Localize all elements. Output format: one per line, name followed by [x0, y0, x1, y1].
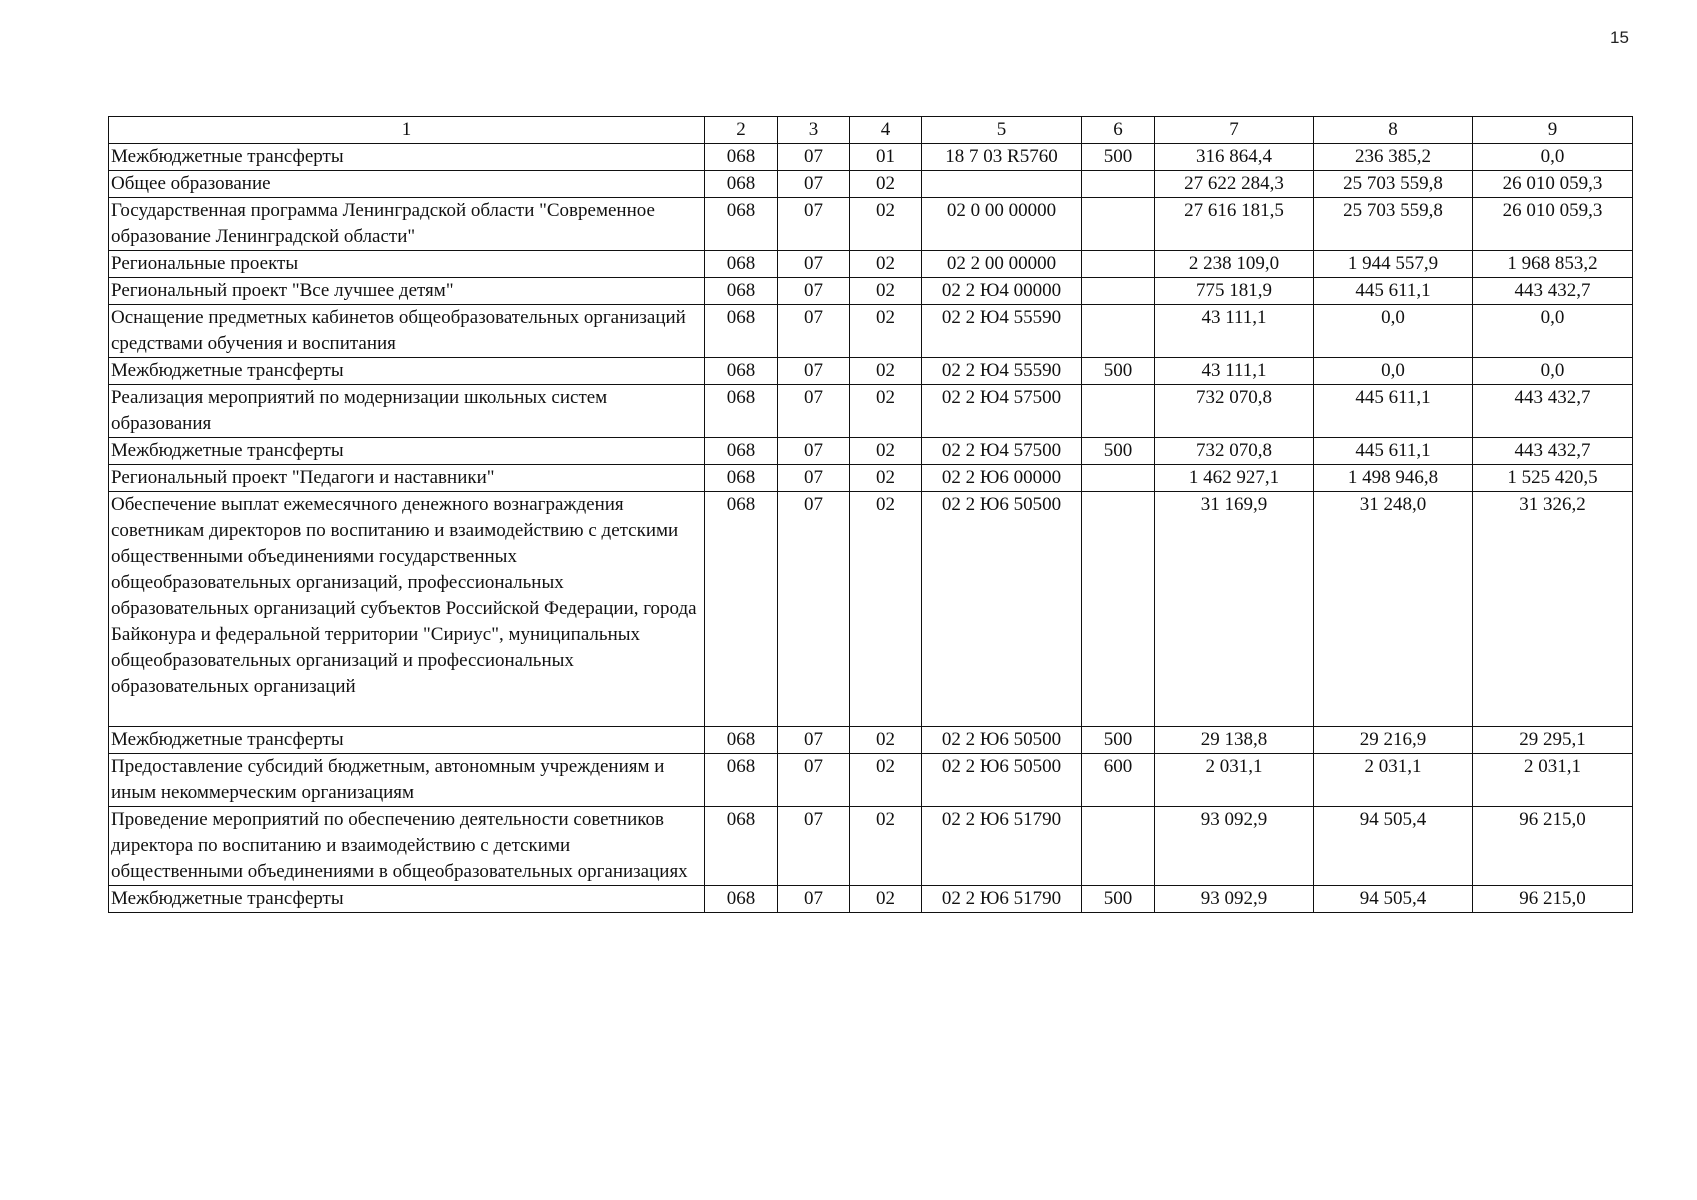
ministry-code: 068 [705, 754, 778, 807]
row-name: Предоставление субсидий бюджетным, автономным учреждениям и иным некоммерческим организациям [109, 754, 705, 807]
table-row [109, 144, 1633, 171]
amount-year-1: 27 616 181,5 [1155, 198, 1314, 251]
amount-year-2: 31 248,0 [1314, 492, 1473, 727]
section-code: 07 [778, 305, 850, 358]
amount-year-3: 0,0 [1473, 358, 1633, 385]
expense-type-code: 500 [1082, 438, 1155, 465]
ministry-code: 068 [705, 492, 778, 727]
amount-year-3: 0,0 [1473, 305, 1633, 358]
amount-year-3: 443 432,7 [1473, 278, 1633, 305]
section-code: 07 [778, 358, 850, 385]
table-row [109, 385, 1633, 438]
table-row [109, 465, 1633, 492]
amount-year-1: 2 238 109,0 [1155, 251, 1314, 278]
amount-year-2: 2 031,1 [1314, 754, 1473, 807]
ministry-code: 068 [705, 358, 778, 385]
section-code: 07 [778, 278, 850, 305]
amount-year-2: 445 611,1 [1314, 278, 1473, 305]
subsection-code: 02 [850, 305, 922, 358]
expense-type-code: 500 [1082, 727, 1155, 754]
table-row [109, 727, 1633, 754]
table-row [109, 358, 1633, 385]
ministry-code: 068 [705, 305, 778, 358]
ministry-code: 068 [705, 171, 778, 198]
header-cell-4: 4 [850, 117, 922, 144]
section-code: 07 [778, 171, 850, 198]
expense-type-code [1082, 278, 1155, 305]
amount-year-3: 26 010 059,3 [1473, 171, 1633, 198]
section-code: 07 [778, 754, 850, 807]
expense-type-code: 500 [1082, 886, 1155, 913]
amount-year-1: 732 070,8 [1155, 438, 1314, 465]
row-name: Оснащение предметных кабинетов общеобразовательных организаций средствами обучения и воспитания [109, 305, 705, 358]
subsection-code: 02 [850, 492, 922, 727]
row-name: Региональный проект "Педагоги и наставники" [109, 465, 705, 492]
target-article-code: 18 7 03 R5760 [922, 144, 1082, 171]
header-cell-7: 7 [1155, 117, 1314, 144]
target-article-code: 02 2 Ю6 51790 [922, 807, 1082, 886]
row-name: Межбюджетные трансферты [109, 438, 705, 465]
amount-year-1: 43 111,1 [1155, 358, 1314, 385]
amount-year-3: 0,0 [1473, 144, 1633, 171]
row-name: Региональные проекты [109, 251, 705, 278]
target-article-code: 02 2 Ю6 50500 [922, 727, 1082, 754]
amount-year-3: 29 295,1 [1473, 727, 1633, 754]
amount-year-3: 2 031,1 [1473, 754, 1633, 807]
table-row [109, 198, 1633, 251]
section-code: 07 [778, 807, 850, 886]
expense-type-code: 600 [1082, 754, 1155, 807]
target-article-code: 02 2 Ю4 00000 [922, 278, 1082, 305]
target-article-code: 02 2 Ю4 57500 [922, 438, 1082, 465]
ministry-code: 068 [705, 385, 778, 438]
amount-year-3: 96 215,0 [1473, 886, 1633, 913]
amount-year-1: 2 031,1 [1155, 754, 1314, 807]
target-article-code: 02 2 Ю6 51790 [922, 886, 1082, 913]
row-name: Реализация мероприятий по модернизации школьных систем образования [109, 385, 705, 438]
table-row [109, 251, 1633, 278]
expense-type-code [1082, 171, 1155, 198]
amount-year-1: 43 111,1 [1155, 305, 1314, 358]
header-cell-6: 6 [1082, 117, 1155, 144]
section-code: 07 [778, 492, 850, 727]
expense-type-code: 500 [1082, 144, 1155, 171]
section-code: 07 [778, 251, 850, 278]
expense-type-code [1082, 807, 1155, 886]
amount-year-1: 316 864,4 [1155, 144, 1314, 171]
subsection-code: 02 [850, 278, 922, 305]
amount-year-2: 236 385,2 [1314, 144, 1473, 171]
subsection-code: 02 [850, 886, 922, 913]
ministry-code: 068 [705, 251, 778, 278]
table-row [109, 886, 1633, 913]
amount-year-1: 29 138,8 [1155, 727, 1314, 754]
amount-year-2: 29 216,9 [1314, 727, 1473, 754]
target-article-code: 02 2 00 00000 [922, 251, 1082, 278]
table-row [109, 278, 1633, 305]
subsection-code: 02 [850, 171, 922, 198]
header-cell-5: 5 [922, 117, 1082, 144]
subsection-code: 02 [850, 251, 922, 278]
target-article-code: 02 2 Ю6 50500 [922, 754, 1082, 807]
row-name: Межбюджетные трансферты [109, 358, 705, 385]
subsection-code: 02 [850, 198, 922, 251]
amount-year-1: 93 092,9 [1155, 807, 1314, 886]
subsection-code: 02 [850, 807, 922, 886]
amount-year-2: 445 611,1 [1314, 438, 1473, 465]
expense-type-code: 500 [1082, 358, 1155, 385]
amount-year-3: 1 525 420,5 [1473, 465, 1633, 492]
section-code: 07 [778, 465, 850, 492]
amount-year-2: 0,0 [1314, 305, 1473, 358]
amount-year-3: 31 326,2 [1473, 492, 1633, 727]
table-row [109, 807, 1633, 886]
amount-year-1: 732 070,8 [1155, 385, 1314, 438]
ministry-code: 068 [705, 278, 778, 305]
subsection-code: 02 [850, 438, 922, 465]
amount-year-3: 26 010 059,3 [1473, 198, 1633, 251]
subsection-code: 02 [850, 727, 922, 754]
table-row [109, 438, 1633, 465]
subsection-code: 02 [850, 385, 922, 438]
ministry-code: 068 [705, 727, 778, 754]
ministry-code: 068 [705, 438, 778, 465]
amount-year-3: 96 215,0 [1473, 807, 1633, 886]
expense-type-code [1082, 251, 1155, 278]
subsection-code: 02 [850, 358, 922, 385]
header-cell-1: 1 [109, 117, 705, 144]
subsection-code: 01 [850, 144, 922, 171]
subsection-code: 02 [850, 465, 922, 492]
amount-year-2: 1 944 557,9 [1314, 251, 1473, 278]
row-name: Региональный проект "Все лучшее детям" [109, 278, 705, 305]
expense-type-code [1082, 385, 1155, 438]
table-row [109, 171, 1633, 198]
target-article-code: 02 2 Ю4 55590 [922, 305, 1082, 358]
amount-year-3: 443 432,7 [1473, 438, 1633, 465]
ministry-code: 068 [705, 886, 778, 913]
row-name: Межбюджетные трансферты [109, 886, 705, 913]
row-name: Государственная программа Ленинградской области "Современное образование Ленинградской области" [109, 198, 705, 251]
expense-type-code [1082, 305, 1155, 358]
row-name: Общее образование [109, 171, 705, 198]
header-row [109, 117, 1633, 144]
ministry-code: 068 [705, 465, 778, 492]
amount-year-2: 94 505,4 [1314, 807, 1473, 886]
expense-type-code [1082, 492, 1155, 727]
amount-year-2: 445 611,1 [1314, 385, 1473, 438]
row-name: Межбюджетные трансферты [109, 727, 705, 754]
amount-year-3: 1 968 853,2 [1473, 251, 1633, 278]
amount-year-2: 25 703 559,8 [1314, 198, 1473, 251]
amount-year-1: 775 181,9 [1155, 278, 1314, 305]
expense-type-code [1082, 465, 1155, 492]
section-code: 07 [778, 385, 850, 438]
budget-table [108, 116, 1633, 913]
amount-year-2: 25 703 559,8 [1314, 171, 1473, 198]
section-code: 07 [778, 438, 850, 465]
row-name: Обеспечение выплат ежемесячного денежного вознаграждения советникам директоров по воспитанию и взаимодействию с детскими общественными объединениями государственных общеобразовательных организаций, профессиональных образовательных организаций субъектов Российской Федерации, города Байконура и федеральной территории "Сириус", муниципальных общеобразовательных организаций и профессиональных образовательных организаций [109, 492, 705, 727]
subsection-code: 02 [850, 754, 922, 807]
section-code: 07 [778, 727, 850, 754]
amount-year-1: 27 622 284,3 [1155, 171, 1314, 198]
amount-year-2: 1 498 946,8 [1314, 465, 1473, 492]
table-row [109, 305, 1633, 358]
row-name: Проведение мероприятий по обеспечению деятельности советников директора по воспитанию и взаимодействию с детскими общественными объединениями в общеобразовательных организациях [109, 807, 705, 886]
amount-year-1: 31 169,9 [1155, 492, 1314, 727]
amount-year-1: 1 462 927,1 [1155, 465, 1314, 492]
table-row [109, 754, 1633, 807]
target-article-code: 02 2 Ю6 00000 [922, 465, 1082, 492]
target-article-code [922, 171, 1082, 198]
amount-year-3: 443 432,7 [1473, 385, 1633, 438]
target-article-code: 02 2 Ю4 57500 [922, 385, 1082, 438]
header-cell-3: 3 [778, 117, 850, 144]
header-cell-8: 8 [1314, 117, 1473, 144]
ministry-code: 068 [705, 807, 778, 886]
page-number: 15 [1610, 28, 1629, 47]
ministry-code: 068 [705, 144, 778, 171]
ministry-code: 068 [705, 198, 778, 251]
target-article-code: 02 2 Ю4 55590 [922, 358, 1082, 385]
target-article-code: 02 0 00 00000 [922, 198, 1082, 251]
amount-year-1: 93 092,9 [1155, 886, 1314, 913]
row-name: Межбюджетные трансферты [109, 144, 705, 171]
section-code: 07 [778, 144, 850, 171]
header-cell-2: 2 [705, 117, 778, 144]
amount-year-2: 0,0 [1314, 358, 1473, 385]
table-row [109, 492, 1633, 727]
amount-year-2: 94 505,4 [1314, 886, 1473, 913]
target-article-code: 02 2 Ю6 50500 [922, 492, 1082, 727]
header-cell-9: 9 [1473, 117, 1633, 144]
section-code: 07 [778, 886, 850, 913]
section-code: 07 [778, 198, 850, 251]
expense-type-code [1082, 198, 1155, 251]
